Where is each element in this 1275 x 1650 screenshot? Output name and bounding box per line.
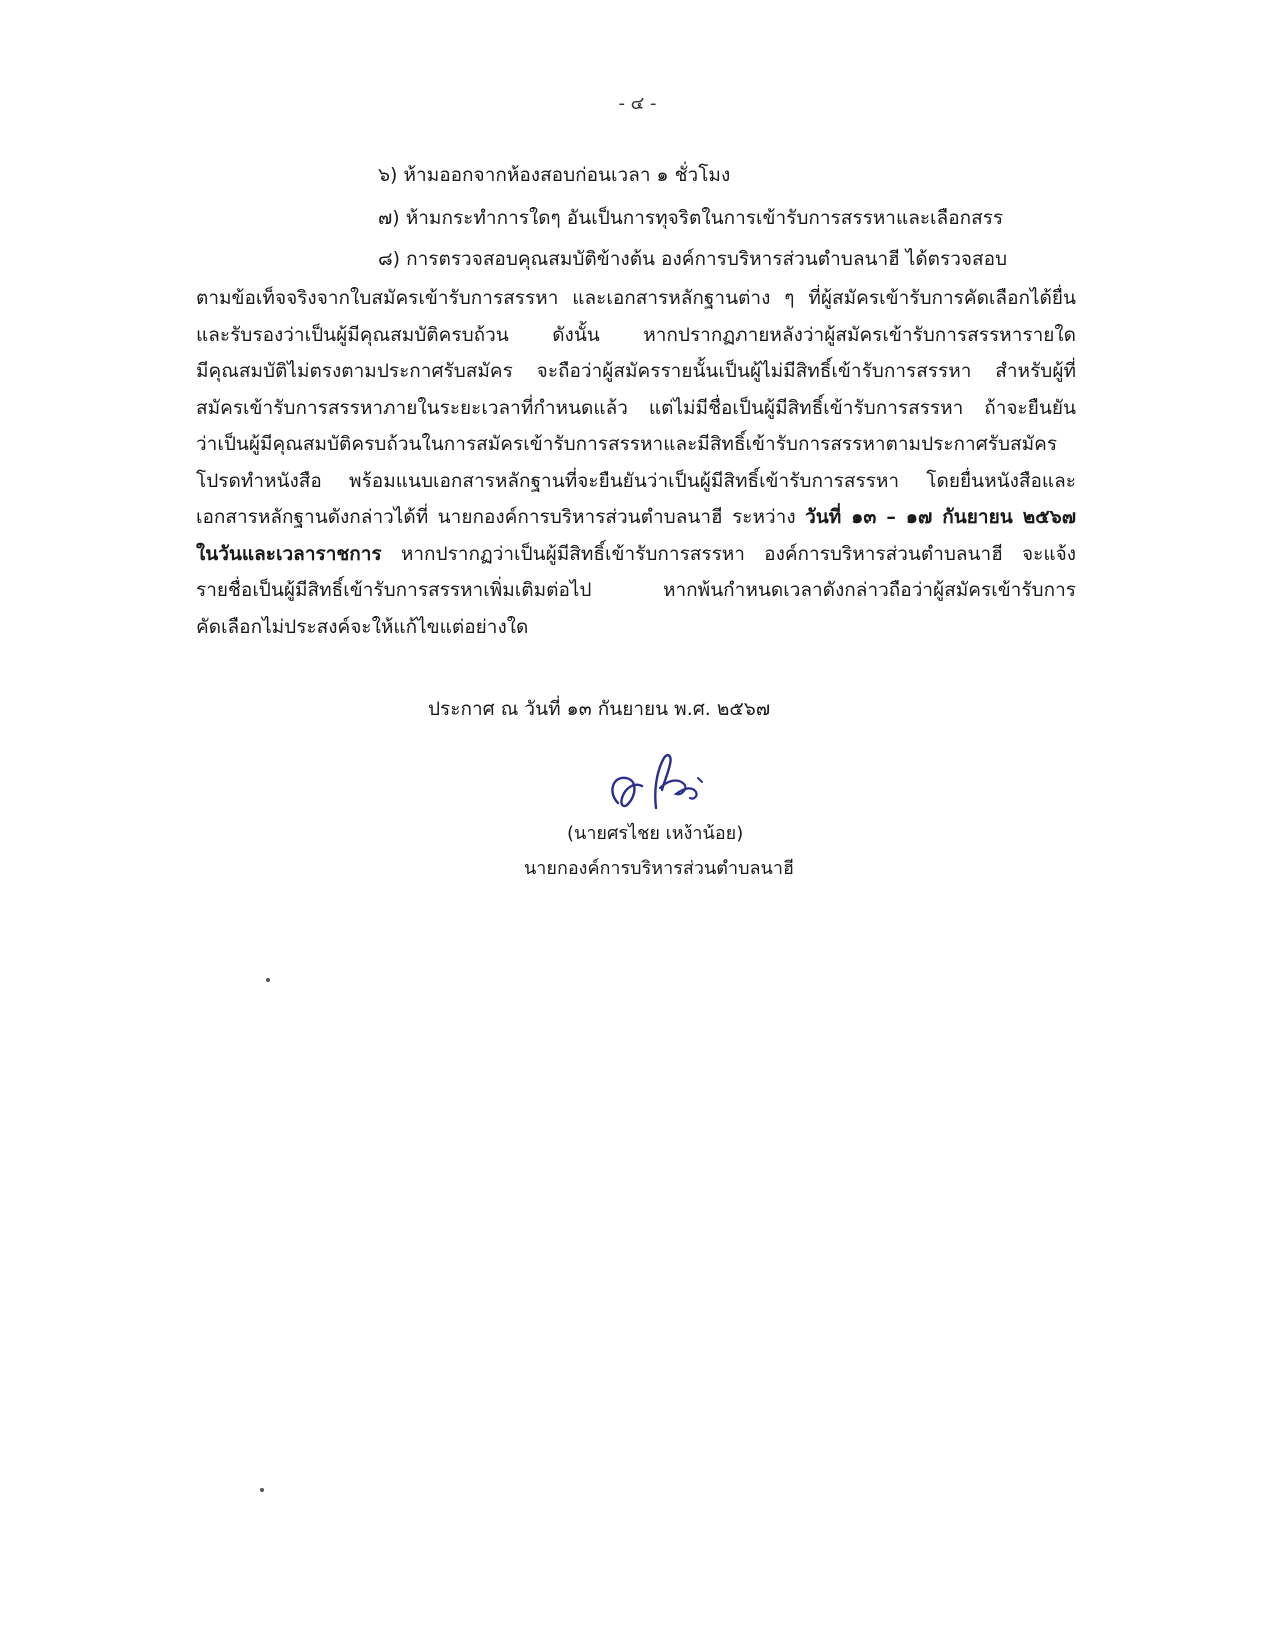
signer-title: นายกองค์การบริหารส่วนตำบลนาฮี (524, 858, 794, 879)
office-hours-text: ในวันและเวลาราชการ (196, 542, 382, 565)
body-line: โปรดทำหนังสือ พร้อมแนบเอกสารหลักฐานที่จะยืนยันว่าเป็นผู้มีสิทธิ์เข้ารับการสรรหา โดยยื่นหนังสือและ (196, 469, 1076, 492)
body-line: สมัครเข้ารับการสรรหาภายในระยะเวลาที่กำหนดแล้ว แต่ไม่มีชื่อเป็นผู้มีสิทธิ์เข้ารับการสรรหา ถ้าจะยืนยัน (196, 396, 1076, 419)
rule-item-7: ๗) ห้ามกระทำการใดๆ อันเป็นการทุจริตในการเข้ารับการสรรหาและเลือกสรร (378, 207, 1004, 229)
body-line: และรับรองว่าเป็นผู้มีคุณสมบัติครบถ้วน ดังนั้น หากปรากฏภายหลังว่าผู้สมัครเข้ารับการสรรหารายใด (196, 323, 1076, 346)
body-text: เอกสารหลักฐานดังกล่าวได้ที่ นายกองค์การบริหารส่วนตำบลนาฮี ระหว่าง (196, 506, 806, 528)
scan-speck (260, 1488, 264, 1492)
body-line: ตามข้อเท็จจริงจากใบสมัครเข้ารับการสรรหา และเอกสารหลักฐานต่าง ๆ ที่ผู้สมัครเข้ารับการคัดเลือกได้ยื่น (196, 287, 1076, 309)
rule-item-8-heading: ๘) การตรวจสอบคุณสมบัติข้างต้น องค์การบริหารส่วนตำบลนาฮี ได้ตรวจสอบ (378, 248, 1008, 270)
scan-speck (266, 978, 270, 982)
body-text: หากปรากฏว่าเป็นผู้มีสิทธิ์เข้ารับการสรรหา องค์การบริหารส่วนตำบลนาฮี จะแจ้ง (381, 542, 1076, 565)
announcement-date: ประกาศ ณ วันที่ ๑๓ กันยายน พ.ศ. ๒๕๖๗ (428, 698, 771, 720)
page-number: - ๔ - (618, 93, 657, 114)
rule-item-6: ๖) ห้ามออกจากห้องสอบก่อนเวลา ๑ ชั่วโมง (378, 164, 731, 186)
body-line: ว่าเป็นผู้มีคุณสมบัติครบถ้วนในการสมัครเข้ารับการสรรหาและมีสิทธิ์เข้ารับการสรรหาตามประกาศรับสมัคร (196, 433, 1058, 455)
body-line: รายชื่อเป็นผู้มีสิทธิ์เข้ารับการสรรหาเพิ่มเติมต่อไป หากพ้นกำหนดเวลาดังกล่าวถือว่าผู้สมัครเข้ารับการ (196, 579, 1076, 601)
body-line-office-hours (196, 536, 1076, 573)
handwritten-signature-icon (598, 748, 728, 818)
body-line-deadline (196, 499, 1076, 536)
rule-item-8-body (196, 280, 1076, 645)
deadline-dates: วันที่ ๑๓ – ๑๗ กันยายน ๒๕๖๗ (805, 506, 1076, 528)
signer-name: (นายศรไชย เหง้าน้อย) (567, 823, 744, 844)
body-line: มีคุณสมบัติไม่ตรงตามประกาศรับสมัคร จะถือว่าผู้สมัครรายนั้นเป็นผู้ไม่มีสิทธิ์เข้ารับการสรรหา สำหรับผู้ที่ (196, 360, 1076, 382)
body-line: คัดเลือกไม่ประสงค์จะให้แก้ไขแต่อย่างใด (196, 615, 529, 638)
